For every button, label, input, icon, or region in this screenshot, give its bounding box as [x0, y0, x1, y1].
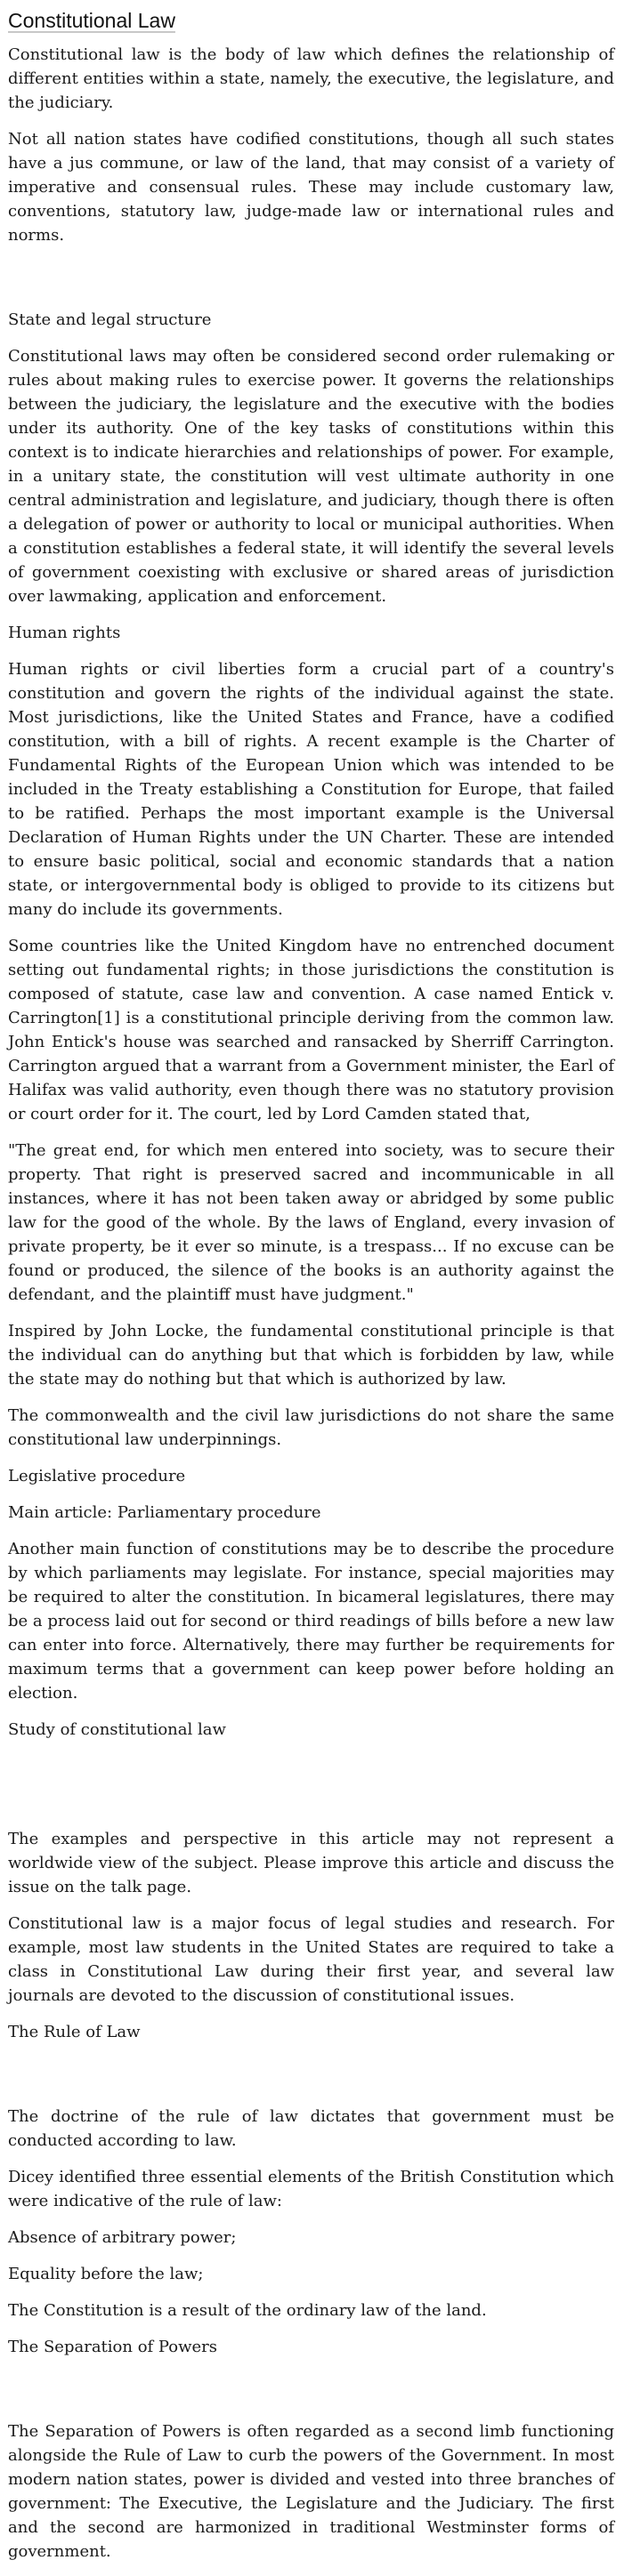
rule-of-law-element: Absence of arbitrary power; — [8, 2228, 237, 2247]
article-body — [8, 43, 614, 2564]
rule-of-law-element: Equality before the law; — [8, 2265, 204, 2283]
human-rights-paragraph: Inspired by John Locke, the fundamental constitutional principle is that the individual can do anything but that which is forbidden by law, while the state may do nothing but that which is authorized by law. — [8, 1322, 614, 1389]
legislative-paragraph: Another main function of constitutions may be to describe the procedure by which parliaments may legislate. For instance, special majorities may be required to alter the constitution. In bicameral legislatures, there may be a process laid out for second or third readings of bills before a new law can enter into force. Alternatively, there may further be requirements for maximum terms that a government can keep power before holding an election. — [8, 1540, 614, 1703]
rule-of-law-paragraph: Dicey identified three essential elements of the British Constitution which were indicative of the rule of law: — [8, 2168, 614, 2210]
study-paragraph: Constitutional law is a major focus of legal studies and research. For example, most law students in the United States are required to take a class in Constitutional Law during their first year, and several law journals are devoted to the discussion of constitutional issues. — [8, 1914, 614, 2005]
section-heading-state: State and legal structure — [8, 310, 212, 329]
human-rights-paragraph: The commonwealth and the civil law jurisdictions do not share the same constitutional law underpinnings. — [8, 1406, 614, 1449]
intro-paragraph: Constitutional law is the body of law which defines the relationship of different entities within a state, namely, the executive, the legislature, and the judiciary. — [8, 45, 615, 112]
section-gap — [8, 2057, 614, 2105]
separation-paragraph: The Separation of Powers is often regarded as a second limb functioning alongside the Rule of Law to curb the powers of the Government. In most modern nation states, power is divided and vested into three branches of government: The Executive, the Legislature and the Judiciary. The first and the second are harmonized in traditional Westminster forms of government. — [8, 2422, 614, 2561]
section-heading-human-rights: Human rights — [8, 624, 121, 642]
section-gap — [8, 1754, 614, 1827]
page-title: Constitutional Law — [8, 9, 175, 32]
section-gap — [8, 260, 614, 308]
human-rights-paragraph: Some countries like the United Kingdom have no entrenched document setting out fundamental rights; in those jurisdictions the constitution is composed of statute, case law and convention. A case named Entick v. Carrington[1] is a constitutional principle deriving from the common law. John Entick's house was searched and ransacked by Sherriff Carrington. Carrington argued that a warrant from a Government minister, the Earl of Halifax was valid authority, even though there was no statutory provision or court order for it. The court, led by Lord Camden stated that, — [8, 937, 614, 1123]
section-heading-separation: The Separation of Powers — [8, 2338, 218, 2356]
rule-of-law-paragraph: The doctrine of the rule of law dictates that government must be conducted according to law. — [8, 2107, 614, 2150]
worldview-notice: The examples and perspective in this article may not represent a worldwide view of the subject. Please improve this article and discuss the issue on the talk page. — [8, 1830, 614, 1896]
human-rights-paragraph: Human rights or civil liberties form a crucial part of a country's constitution and govern the rights of the individual against the state. Most jurisdictions, like the United States and France, have a codified constitution, with a bill of rights. A recent example is the Charter of Fundamental Rights of the European Union which was intended to be included in the Treaty establishing a Constitution for Europe, that failed to be ratified. Perhaps the most important example is the Universal Declaration of Human Rights under the UN Charter. These are intended to ensure basic political, social and economic standards that a nation state, or intergovernmental body is obliged to provide to its citizens but many do include its governments. — [8, 660, 614, 919]
section-heading-legislative: Legislative procedure — [8, 1467, 186, 1485]
state-paragraph: Constitutional laws may often be considered second order rulemaking or rules about making rules to exercise power. It governs the relationships between the judiciary, the legislature and the executive with the bodies under its authority. One of the key tasks of constitutions within this context is to indicate hierarchies and relationships of power. For example, in a unitary state, the constitution will vest ultimate authority in one central administration and legislature, and judiciary, though there is often a delegation of power or authority to local or municipal authorities. When a constitution establishes a federal state, it will identify the several levels of government coexisting with exclusive or shared areas of jurisdiction over lawmaking, application and enforcement. — [8, 347, 614, 606]
section-heading-rule-of-law: The Rule of Law — [8, 2023, 141, 2041]
section-gap — [8, 2371, 614, 2419]
intro-paragraph: Not all nation states have codified constitutions, though all such states have a jus commune, or law of the land, that may consist of a variety of imperative and consensual rules. These may include customary law, conventions, statutory law, judge-made law or international rules and norms. — [8, 130, 614, 245]
main-article-note: Main article: Parliamentary procedure — [8, 1503, 321, 1522]
rule-of-law-element: The Constitution is a result of the ordinary law of the land. — [8, 2301, 487, 2320]
quote-paragraph: "The great end, for which men entered into society, was to secure their property. That right is preserved sacred and incommunicable in all instances, where it has not been taken away or abridged by some public law for the good of the whole. By the laws of England, every invasion of private property, be it ever so minute, is a trespass... If no excuse can be found or produced, the silence of the books is an authority against the defendant, and the plaintiff must have judgment." — [8, 1141, 614, 1304]
section-heading-study: Study of constitutional law — [8, 1720, 226, 1739]
